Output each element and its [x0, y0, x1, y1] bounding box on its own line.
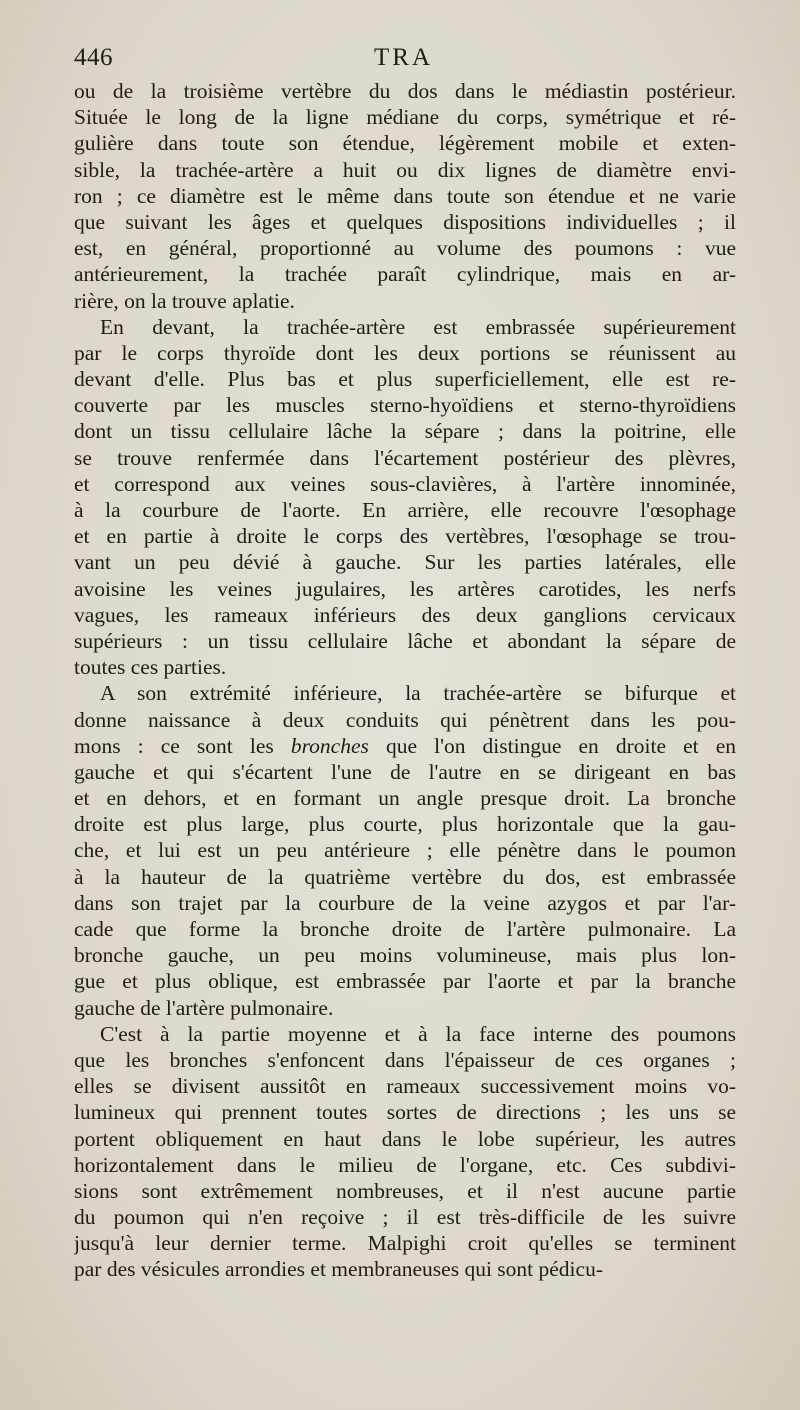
text-line: par des vésicules arrondies et membraneuses qui sont pédicu-: [74, 1257, 603, 1282]
text-line: couverte par les muscles sterno-hyoïdiens et sterno-thyroïdiens: [74, 393, 736, 418]
text-line: avoisine les veines jugulaires, les artères carotides, les nerfs: [74, 576, 736, 601]
text-line: que les bronches s'enfoncent dans l'épaisseur de ces organes ;: [74, 1047, 736, 1072]
text-line: vagues, les rameaux inférieurs des deux ganglions cervicaux: [74, 602, 736, 627]
text-line: gauche et qui s'écartent l'une de l'autre en se dirigeant en bas: [74, 759, 736, 784]
text-line: ron ; ce diamètre est le même dans toute son étendue et ne varie: [74, 183, 736, 208]
text-line: à la courbure de l'aorte. En arrière, elle recouvre l'œsophage: [74, 498, 736, 522]
body-text: [74, 78, 736, 1283]
text-line: sible, la trachée-artère a huit ou dix lignes de diamètre envi-: [74, 157, 736, 182]
text-line: toutes ces parties.: [74, 655, 227, 680]
text-line: che, et lui est un peu antérieure ; elle pénètre dans le poumon: [74, 838, 736, 863]
text-line: du poumon qui n'en reçoive ; il est très-difficile de les suivre: [74, 1205, 736, 1230]
text-line: est, en général, proportionné au volume des poumons : vue: [74, 236, 736, 261]
text-line: C'est à la partie moyenne et à la face interne des poumons: [100, 1021, 736, 1046]
text-line: gulière dans toute son étendue, légèrement mobile et exten-: [74, 131, 736, 156]
text-line: cade que forme la bronche droite de l'artère pulmonaire. La: [74, 917, 736, 941]
text-line: vant un peu dévié à gauche. Sur les parties latérales, elle: [74, 550, 736, 575]
running-head: TRA: [374, 44, 433, 71]
text-line: mons : ce sont les bronches que l'on distingue en droite et en: [74, 733, 736, 758]
text-line: jusqu'à leur dernier terme. Malpighi croit qu'elles se terminent: [74, 1231, 736, 1256]
text-line: gauche de l'artère pulmonaire.: [74, 995, 334, 1020]
text-line: que suivant les âges et quelques dispositions individuelles ; il: [74, 209, 736, 234]
text-line: elles se divisent aussitôt en rameaux successivement moins vo-: [74, 1074, 736, 1099]
text-line: bronche gauche, un peu moins volumineuse, mais plus lon-: [74, 943, 736, 968]
text-line: rière, on la trouve aplatie.: [74, 288, 295, 313]
text-line: et correspond aux veines sous-clavières, à l'artère innominée,: [74, 471, 736, 496]
text-line: se trouve renfermée dans l'écartement postérieur des plèvres,: [74, 445, 736, 470]
text-line: portent obliquement en haut dans le lobe supérieur, les autres: [74, 1126, 736, 1151]
text-line: dans son trajet par la courbure de la veine azygos et par l'ar-: [74, 890, 736, 915]
text-line: horizontalement dans le milieu de l'organe, etc. Ces subdivi-: [74, 1152, 736, 1177]
text-line: gue et plus oblique, est embrassée par l'aorte et par la branche: [74, 969, 736, 994]
text-line: par le corps thyroïde dont les deux portions se réunissent au: [74, 340, 736, 365]
text-line: sions sont extrêmement nombreuses, et il n'est aucune partie: [74, 1178, 736, 1203]
text-line: et en partie à droite le corps des vertèbres, l'œsophage se trou-: [74, 524, 736, 549]
text-line: et en dehors, et en formant un angle presque droit. La bronche: [74, 786, 736, 811]
text-line: dont un tissu cellulaire lâche la sépare ; dans la poitrine, elle: [74, 419, 736, 444]
text-line: supérieurs : un tissu cellulaire lâche et abondant la sépare de: [74, 628, 736, 653]
text-line: droite est plus large, plus courte, plus horizontale que la gau-: [74, 812, 736, 837]
text-line: devant d'elle. Plus bas et plus superficiellement, elle est re-: [74, 367, 736, 392]
text-line: antérieurement, la trachée paraît cylindrique, mais en ar-: [74, 262, 736, 287]
text-line: ou de la troisième vertèbre du dos dans le médiastin postérieur.: [74, 79, 736, 103]
text-line: A son extrémité inférieure, la trachée-artère se bifurque et: [100, 681, 736, 706]
text-line: En devant, la trachée-artère est embrassée supérieurement: [100, 314, 736, 339]
text-line: à la hauteur de la quatrième vertèbre du dos, est embrassée: [74, 864, 736, 889]
text-line: lumineux qui prennent toutes sortes de directions ; les uns se: [74, 1100, 736, 1125]
text-line: donne naissance à deux conduits qui pénètrent dans les pou-: [74, 707, 736, 732]
page-number: 446: [74, 44, 113, 71]
page-header: [74, 44, 738, 80]
text-line: Située le long de la ligne médiane du corps, symétrique et ré-: [74, 105, 736, 130]
